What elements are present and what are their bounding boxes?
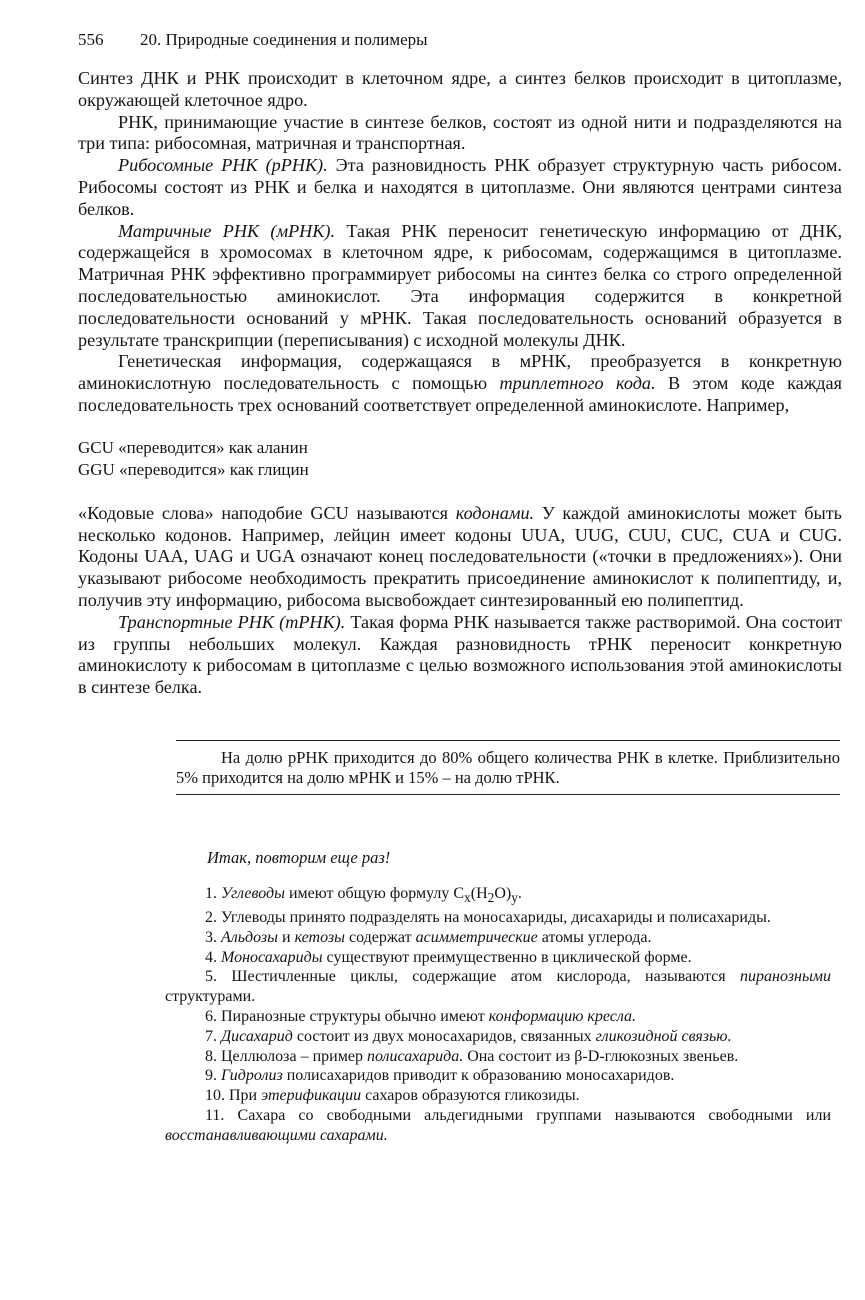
text-run: состоит из двух моносахаридов, связанных — [292, 1027, 596, 1045]
subscript: y — [511, 890, 518, 906]
page-number: 556 — [78, 30, 104, 49]
paragraph — [78, 68, 842, 112]
summary-item — [165, 1106, 831, 1146]
summary-item — [165, 908, 831, 928]
text-run: 2. Углеводы принято подразделять на моносахариды, дисахариды и полисахариды. — [205, 908, 771, 926]
text-run: 1. — [205, 885, 221, 902]
paragraph — [78, 503, 842, 612]
italic-term: пиранозными — [740, 968, 831, 986]
codon-examples — [78, 437, 842, 481]
italic-term: кодонами. — [455, 502, 535, 523]
note-text: На долю рРНК приходится до 80% общего количества РНК в клетке. Приблизительно 5% приходится на долю мРНК и 15% – на долю тРНК. — [176, 748, 840, 787]
text-run: Генетическая информация, содержащаяся в мРНК, преобразуется в конкретную аминокислотную последовательность с помощью — [78, 351, 842, 394]
text-run: структурами. — [165, 988, 256, 1006]
text-run: O) — [494, 885, 512, 902]
paragraphs-block-1 — [78, 68, 842, 417]
text-run: и — [278, 928, 295, 946]
text-run: 3. — [205, 928, 221, 946]
subscript: 2 — [487, 890, 495, 906]
text-run: Такая РНК переносит генетическую информацию от ДНК, содержащейся в хромосомах в клеточном ядре, к рибосомам, содержащимся в цитоплазме. Матричная РНК эффективно программирует рибосомы на синтез белка со строго определенной последовательностью аминокислот. Эта информация содержится в конкретной последовательности оснований у мРНК. Такая последовательность оснований образуется в результате транскрипции (переписывания) с исходной молекулы ДНК. — [78, 220, 842, 350]
codon-example: GCU «переводится» как аланин — [78, 437, 308, 457]
italic-term: Альдозы — [221, 928, 278, 946]
text-run: 5. Шестичленные циклы, содержащие атом кислорода, называются — [205, 968, 741, 986]
summary-item — [165, 967, 831, 1007]
italic-term: гликозидной связью. — [595, 1027, 732, 1045]
summary-item — [165, 1086, 831, 1106]
italic-term: конформацию кресла. — [488, 1007, 637, 1025]
text-run: сахаров образуются гликозиды. — [361, 1087, 580, 1105]
summary-item — [165, 1066, 831, 1086]
summary-item — [165, 884, 831, 908]
text-run: У каждой аминокислоты может быть несколько кодонов. Например, лейцин имеет кодоны UUA, UUG, CUU, CUC, CUA и CUG. Кодоны UAA, UAG и UGA означают конец последовательности («точки в предложениях»). Они указывают рибосоме необходимость прекратить присоединение аминокислот к полипептиду, и, получив эту информацию, рибосома высвобождает синтезированный ею полипептид. — [78, 502, 842, 610]
summary-item — [165, 1027, 831, 1047]
running-header — [78, 30, 428, 50]
text-run: имеют общую формулу C — [284, 885, 465, 902]
text-run: Эта разновидность РНК образует структурную часть рибосом. Рибосомы состоят из РНК и белка и находятся в цитоплазме. Они являются центрами синтеза белков. — [78, 155, 842, 219]
text-run: существуют преимущественно в циклической форме. — [322, 948, 692, 966]
text-run: «Кодовые слова» наподобие GCU называются — [78, 502, 456, 523]
text-run: атомы углерода. — [537, 928, 652, 946]
italic-term: Гидролиз — [221, 1067, 283, 1085]
text-run: 6. Пиранозные структуры обычно имеют — [205, 1007, 489, 1025]
text-run: 10. При — [205, 1087, 262, 1105]
paragraph — [78, 612, 842, 699]
codon-example: GGU «переводится» как глицин — [78, 459, 309, 479]
note-box — [176, 740, 840, 795]
text-run: Синтез ДНК и РНК происходит в клеточном ядре, а синтез белков происходит в цитоплазме, окружающей клеточное ядро. — [78, 68, 842, 110]
italic-term: Углеводы — [221, 885, 285, 902]
paragraphs-block-2 — [78, 503, 842, 699]
text-run: 7. — [205, 1027, 221, 1045]
italic-term: этерификации — [261, 1087, 362, 1105]
italic-term: Дисахарид — [221, 1027, 293, 1045]
subscript: x — [464, 890, 471, 906]
text-run: 11. Сахара со свободными альдегидными группами называются свободными или — [205, 1106, 831, 1124]
italic-term: полисахарида. — [366, 1047, 464, 1065]
italic-term: Транспортные РНК (тРНК). — [118, 611, 346, 632]
summary-item — [165, 948, 831, 968]
paragraph — [78, 155, 842, 220]
italic-term: Моносахариды — [221, 948, 323, 966]
italic-term: асимметрические — [415, 928, 538, 946]
italic-term: триплетного кода. — [499, 373, 656, 394]
text-run: Такая форма РНК называется также растворимой. Она состоит из группы небольших молекул. Каждая разновидность тРНК переносит конкретную аминокислоту к рибосомам в цитоплазме с целью возможного использования этой аминокислоты в синтезе белка. — [78, 611, 842, 698]
text-run: Она состоит из β-D-глюкозных звеньев. — [463, 1047, 739, 1065]
main-text — [78, 68, 842, 699]
chapter-title: 20. Природные соединения и полимеры — [140, 30, 428, 49]
summary-item — [165, 928, 831, 948]
italic-term: Рибосомные РНК (рРНК). — [118, 155, 328, 176]
text-run: полисахаридов приводит к образованию моносахаридов. — [282, 1067, 675, 1085]
summary-list — [165, 884, 831, 1146]
italic-term: восстанавливающими сахарами. — [165, 1126, 388, 1144]
italic-term: кетозы — [294, 928, 345, 946]
text-run: В этом коде каждая последовательность трех оснований соответствует определенной аминокислоте. Например, — [78, 373, 842, 415]
text-run: (H — [470, 885, 488, 902]
paragraph — [78, 112, 842, 156]
text-run: 9. — [205, 1067, 221, 1085]
summary-item — [165, 1047, 831, 1067]
text-run: 4. — [205, 948, 221, 966]
text-run: содержат — [344, 928, 416, 946]
italic-term: Матричные РНК (мРНК). — [118, 220, 335, 241]
text-run: 8. Целлюлоза – пример — [205, 1047, 367, 1065]
summary-title: Итак, повторим еще раз! — [207, 848, 391, 867]
text-run: РНК, принимающие участие в синтезе белков, состоят из одной нити и подразделяются на три типа: рибосомная, матричная и транспортная. — [78, 111, 842, 154]
paragraph — [78, 221, 842, 352]
paragraph — [78, 351, 842, 416]
text-run: . — [517, 885, 522, 902]
summary-item — [165, 1007, 831, 1027]
